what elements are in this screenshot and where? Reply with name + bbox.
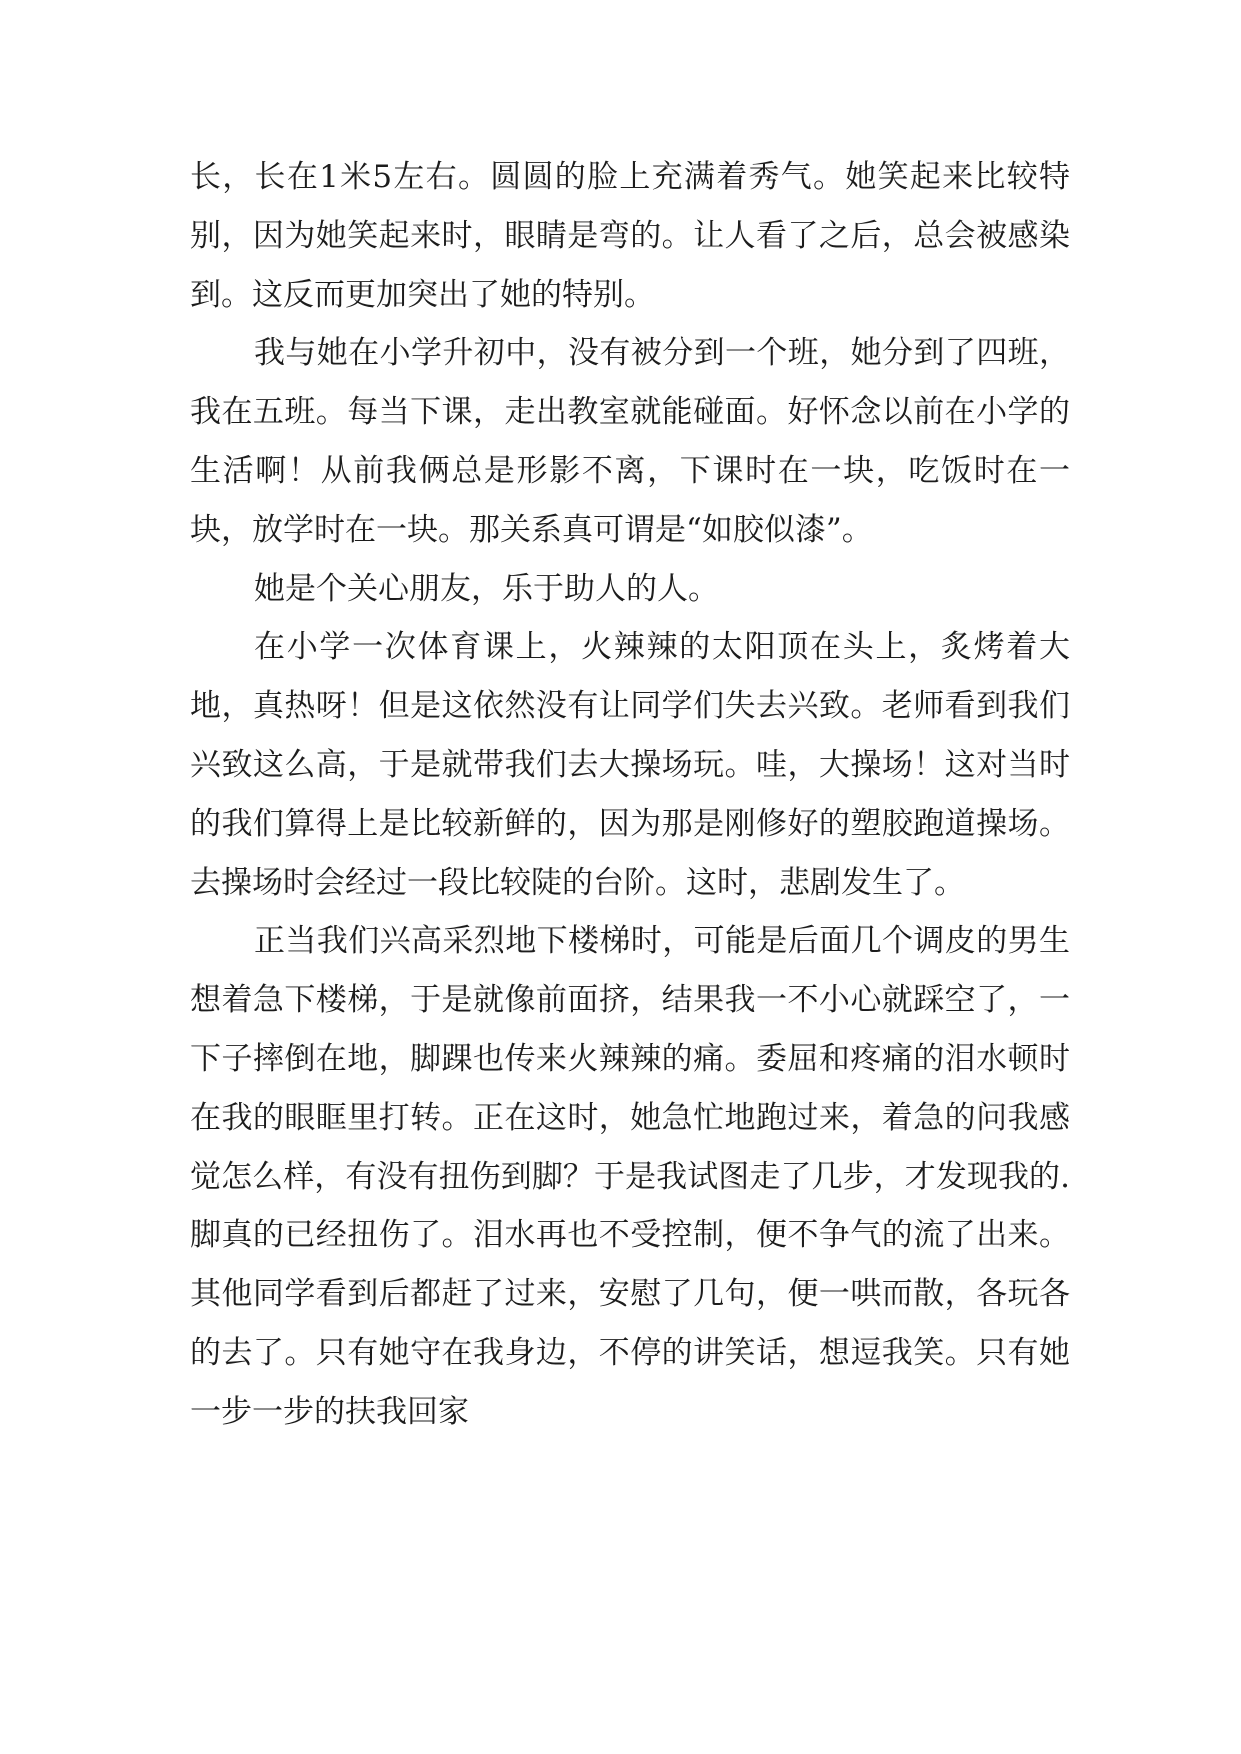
paragraph-5: 正当我们兴高采烈地下楼梯时，可能是后面几个调皮的男生想着急下楼梯，于是就像前面挤，结果我一不小心就踩空了，一下子摔倒在地，脚踝也传来火辣辣的痛。委屈和疼痛的泪水顿时在我的眼眶里打转。正在这时，她急忙地跑过来，着急的问我感觉怎么样，有没有扭伤到脚？于是我试图走了几步，才发现我的.脚真的已经扭伤了。泪水再也不受控制，便不争气的流了出来。其他同学看到后都赶了过来，安慰了几句，便一哄而散，各玩各的去了。只有她守在我身边，不停的讲笑话，想逗我笑。只有她一步一步的扶我回家 [190,923,1070,1430]
paragraph-2: 我与她在小学升初中，没有被分到一个班，她分到了四班，我在五班。每当下课，走出教室就能碰面。好怀念以前在小学的生活啊！从前我俩总是形影不离，下课时在一块，吃饭时在一块，放学时在一块。那关系真可谓是“如胶似漆”。 [190,335,1070,548]
document-body [190,148,1070,1442]
paragraph-1: 长，长在1米5左右。圆圆的脸上充满着秀气。她笑起来比较特别，因为她笑起来时，眼睛是弯的。让人看了之后，总会被感染到。这反而更加突出了她的特别。 [190,159,1070,313]
paragraph-3: 她是个关心朋友，乐于助人的人。 [254,570,719,607]
paragraph-4: 在小学一次体育课上，火辣辣的太阳顶在头上，炙烤着大地，真热呀！但是这依然没有让同学们失去兴致。老师看到我们兴致这么高，于是就带我们去大操场玩。哇，大操场！这对当时的我们算得上是比较新鲜的，因为那是刚修好的塑胶跑道操场。去操场时会经过一段比较陡的台阶。这时，悲剧发生了。 [190,629,1070,901]
